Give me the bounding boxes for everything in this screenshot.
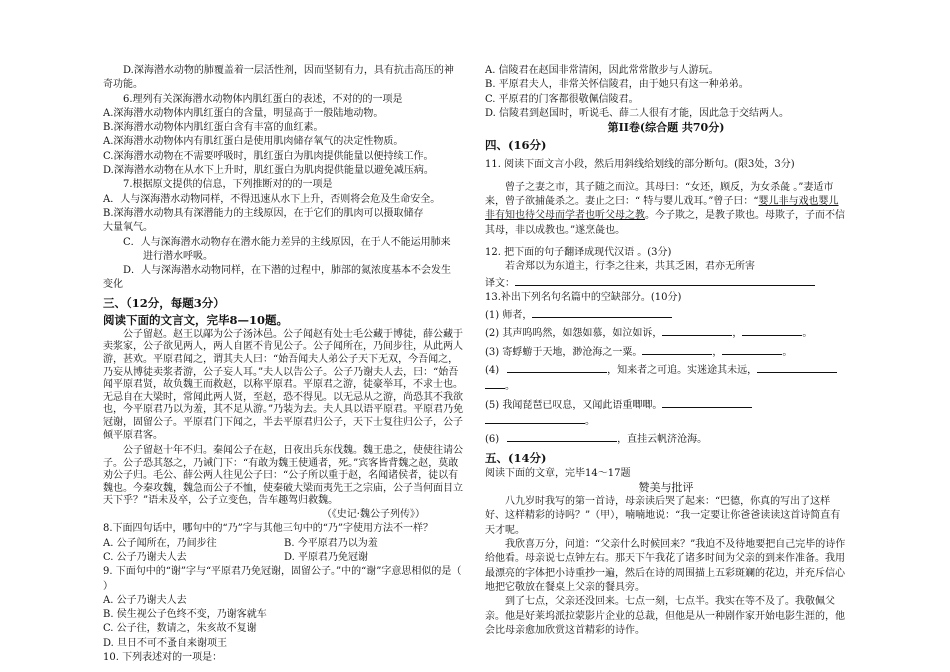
- q11-passage-start: 曾子之妻之市，其子随之而泣。其母曰：“女还，顾反，为女杀彘 。”妻适市来，曾子欲捕彘杀之。妻止之曰：“ 特与婴儿戏耳。”曾子曰：“: [485, 181, 834, 208]
- q11-passage-end: 。今子欺之，是教子欺也。母欺子，子而不信其母，非以成教也。”遂烹彘也。: [485, 210, 845, 236]
- passage-para-3: 公子留赵十年不归。秦闻公子在赵，日夜出兵东伐魏。魏王患之，使使往请公子。公子恐其怒之，乃诫门下：“有敢为魏王使通者，死。”宾客皆背魏之赵，莫敢劝公子归。毛公、薛公两人往见公子曰：“公子所以重于赵，名闻诸侯者，徒以有魏也。今秦攻魏，魏急而公子不恤，使秦破大梁而夷先王之宗庙，公子当何面目立天下乎？”语未及卒，公子立变色，告车趣驾归救魏。: [103, 445, 463, 507]
- q6-option-a2: A.深海潜水动物体内有肌红蛋白是使用肌肉储存氧气的决定性物质。: [103, 136, 404, 148]
- q9-option-b: B. 侯生视公子色终不变，乃谢客就车: [103, 609, 267, 621]
- q13-item-4: (4) ，知来者之可追。实迷途其未远，: [485, 362, 847, 378]
- q7-option-c-line1: C．人与深海潜水动物存在潜水能力差异的主线原因，在于人不能运用肺来: [123, 236, 451, 248]
- q7-option-c-line2: 进行潜水呼吸。: [143, 250, 213, 262]
- q6-option-b: B.深海潜水动物体内肌红蛋白含有丰富的血红素。: [103, 122, 324, 134]
- part-2-title: 第II卷(综合题 共70分): [607, 121, 725, 135]
- section-3-instruction: 阅读下面的文言文，完毕8—10题。: [103, 312, 289, 327]
- q10-option-b: B. 平原君夫人，非常关怀信陵君，由于她只有这一种弟弟。: [485, 79, 749, 91]
- question-12: 12. 把下面的句子翻译成现代汉语 。(3分): [485, 246, 672, 258]
- passage-source: （《史记·魏公子列传》）: [321, 509, 425, 521]
- q13-item-5: (5) 我闻琵琶已叹息，又闻此语重唧唧。: [485, 397, 847, 413]
- q7-option-d-line2: 变化: [103, 279, 123, 291]
- left-column: [103, 64, 465, 665]
- question-10: 10. 下列表述对的一项是：: [103, 652, 223, 664]
- article-para-3: 到了七点，父亲还没回来。七点一刻，七点半。我实在等不及了。我敬佩父亲。他是好莱坞派拉蒙影片企业的总裁，但他是从一种剧作家开始电影生涯的，他会比母亲愈加欣赏这首精彩的诗作。: [485, 596, 845, 636]
- q8-option-a: A. 公子闻所在，乃间步往: [103, 537, 217, 549]
- question-7: 7.根据原文提供的信息，下列推断对的的一项是: [123, 179, 333, 191]
- article-para-2: 我欣喜万分，问道：“父亲什么时候回来？”我迫不及待地要把自己完毕的诗作给他看。母亲说七点钟左右。那天下午我花了诸多时间为父亲的到来作准备。我用最漂亮的字体把小诗重抄一遍，然后在诗的周围描上五彩斑斓的花边，并充斥信心地把它敬放在餐桌上父亲的餐具旁。: [485, 539, 846, 593]
- q11-underlined-text: 婴儿非与戏也婴儿非有知也待父母而学者也听父母之教: [485, 196, 839, 222]
- q13-item-2: (2) 其声呜呜然，如怨如慕，如泣如诉， ， 。: [485, 325, 847, 341]
- q7-option-b-line2: 大量氧气。: [103, 222, 153, 234]
- q12-blank[interactable]: [515, 275, 815, 286]
- q10-option-a: A. 信陵君在赵国非常清闲，因此常常散步与人游玩。: [485, 65, 719, 76]
- question-6: 6.理列有关深海潜水动物体内肌红蛋白的表述，不对的的一项是: [123, 93, 403, 105]
- right-column: [485, 64, 847, 638]
- q7-option-b-line1: B.深海潜水动物具有深潜能力的主线原因，在于它们的肌肉可以摄取储存: [103, 207, 424, 219]
- q9-option-d: D. 旦日不可不蚤自来谢项王: [103, 637, 228, 649]
- q13-blank-4a[interactable]: [507, 362, 607, 373]
- question-9: 9. 下面句中的“谢”字与“平原君乃免冠谢，固留公子。”中的“谢”字意思相似的是（ ）: [103, 566, 462, 592]
- q13-blank-1[interactable]: [532, 307, 672, 318]
- q6-option-a: A.深海潜水动物体内肌红蛋白的含量，明显高于一般陆地动物。: [103, 107, 384, 119]
- q7-option-a: A．人与深海潜水动物同样，不得迅速从水下上升，否则将会危及生命安全。: [103, 193, 441, 205]
- q13-blank-5a[interactable]: [662, 397, 752, 408]
- q13-item-3: (3) 寄蜉蝣于天地，渺沧海之一粟。 ， 。: [485, 344, 847, 360]
- section-5-heading: 五、(14分): [485, 450, 547, 465]
- article-para-1: 八九岁时我写的第一首诗，母亲读后哭了起来：“巴德，你真的写出了这样好、这样精彩的诗吗？”（甲），喃喃地说：“我一定要让你爸爸读读这首诗简直有天才呢。: [485, 496, 841, 536]
- question-8: 8.下面四句话中，哪句中的“乃”字与其他三句中的“乃”字使用方法不一样？: [103, 523, 433, 535]
- option-5d-line2: 奇功能。: [103, 79, 143, 91]
- section-4-heading: 四、(16分): [485, 138, 547, 153]
- q7-option-d-line1: D．人与深海潜水动物同样，在下潜的过程中，肺部的氮浓度基本不会发生: [123, 265, 452, 277]
- q11-passage: [485, 181, 847, 238]
- passage-para-2: 公子留赵。赵王以鄗为公子汤沐邑。公子闻赵有处士毛公藏于博徒，薛公藏于卖浆家，公子欲见两人，两人自匿不肯见公子。公子闻所在，乃间步往，从此两人游，甚欢。平原君闻之，谓其夫人曰：“始吾闻夫人弟公子天下无双，今吾闻之，乃妄从博徒卖浆者游，公子妄人耳。”夫人以告公子。公子乃谢夫人去，曰：“始吾闻平原君贤，故负魏王而救赵，以称平原君。平原君之游，徒豪举耳，不求士也。无忌自在大梁时，常闻此两人贤，至赵，恐不得见。以无忌从之游，尚恐其不我欲也，今平原君乃以为羞，其不足从游。”乃装为去。夫人具以语平原君。平原君乃免冠谢，固留公子。平原君门下闻之，半去平原君归公子，天下士复往归公子，公子倾平原君客。: [103, 328, 464, 441]
- q13-item-4-cont: 。: [485, 378, 847, 394]
- q13-blank-2b[interactable]: [742, 325, 802, 336]
- q13-blank-2a[interactable]: [662, 325, 732, 336]
- article-title: 赞美与批评: [638, 480, 694, 494]
- q12-answer-label: 译文：: [485, 277, 515, 289]
- q8-option-b: B. 今平原君乃以为羞: [284, 537, 378, 549]
- q13-item-6: (6) ，直挂云帆济沧海。: [485, 431, 847, 447]
- question-11: 11. 阅读下面文言小段，然后用斜线给划线的部分断句。(限3处，3分): [485, 159, 795, 171]
- q10-option-c: C. 平原君的门客都很敬佩信陵君。: [485, 93, 639, 105]
- q13-blank-4b[interactable]: [757, 362, 837, 373]
- q6-option-d: D.深海潜水动物在从水下上升时，肌红蛋白为肌肉提供能量以避免减压病。: [103, 165, 434, 177]
- q13-item-5-cont: 。: [485, 413, 847, 429]
- q12-sentence: 若舍郑以为东道主，行李之往来，共其乏困，君亦无所害: [505, 261, 755, 273]
- q8-option-c: C. 公子乃谢夫人去: [103, 551, 187, 563]
- option-5d-line1: D.深海潜水动物的肺覆盖着一层活性剂，因而坚韧有力，具有抗击高压的神: [123, 65, 454, 76]
- section-5-instruction: 阅读下面的文章，完毕14～17题: [485, 467, 631, 479]
- q10-option-d: D. 信陵君到赵国时，听说毛、薛二人很有才能，因此急于交结两人。: [485, 107, 790, 119]
- q8-option-d: D. 平原君乃免冠谢: [284, 551, 369, 563]
- q13-blank-4c[interactable]: [485, 378, 505, 389]
- q13-blank-6[interactable]: [507, 431, 617, 442]
- q8-options-row-1: [103, 537, 465, 551]
- q13-blank-3b[interactable]: [722, 344, 782, 355]
- q9-option-c: C. 公子往，数请之，朱亥故不复谢: [103, 623, 257, 635]
- section-3-heading: 三、（12分，每题3分）: [103, 295, 225, 310]
- question-13: 13.补出下列名句名篇中的空缺部分。(10分): [485, 291, 682, 303]
- q9-option-a: A. 公子乃谢夫人去: [103, 594, 187, 606]
- q13-blank-3a[interactable]: [642, 344, 712, 355]
- q6-option-c: C.深海潜水动物在不需要呼吸时，肌红蛋白为肌肉提供能量以便持续工作。: [103, 150, 434, 162]
- q12-answer-line: [485, 275, 847, 291]
- q13-blank-5b[interactable]: [485, 413, 585, 424]
- q8-options-row-2: [103, 551, 465, 565]
- q13-item-1: (1) 师者，: [485, 307, 847, 323]
